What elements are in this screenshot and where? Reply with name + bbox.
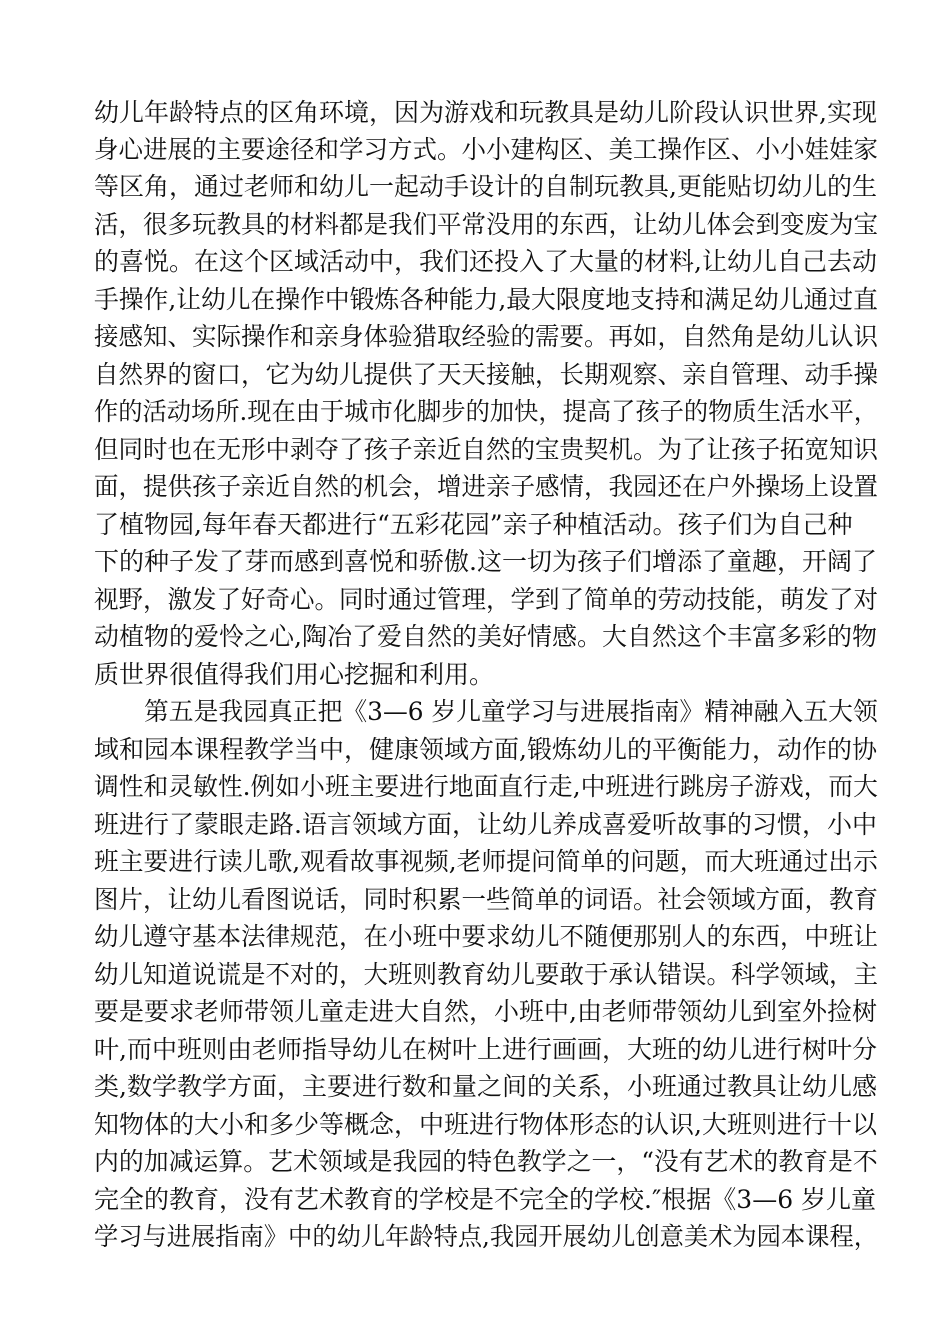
text-line: 图片，让幼儿看图说话，同时积累一些简单的词语。社会领域方面，教育 bbox=[94, 885, 879, 914]
text-line: 要是要求老师带领儿童走进大自然，小班中,由老师带领幼儿到室外捡树 bbox=[94, 997, 877, 1026]
text-line: 活，很多玩教具的材料都是我们平常没用的东西，让幼儿体会到变废为宝 bbox=[94, 210, 879, 239]
text-line: 身心进展的主要途径和学习方式。小小建构区、美工操作区、小小娃娃家 bbox=[94, 135, 879, 164]
text-line: 叶,而中班则由老师指导幼儿在树叶上进行画画，大班的幼儿进行树叶分 bbox=[94, 1035, 877, 1064]
text-line: 班进行了蒙眼走路.语言领域方面，让幼儿养成喜爱听故事的习惯，小中 bbox=[94, 810, 877, 839]
text-line: 班主要进行读儿歌,观看故事视频,老师提问简单的问题，而大班通过出示 bbox=[94, 847, 878, 876]
text-line: 幼儿遵守基本法律规范，在小班中要求幼儿不随便那别人的东西，中班让 bbox=[94, 922, 879, 951]
text-line: 完全的教育，没有艺术教育的学校是不完全的学校.″根据《3—6 岁儿童 bbox=[94, 1185, 877, 1214]
text-line: 手操作,让幼儿在操作中锻炼各种能力,最大限度地支持和满足幼儿通过直 bbox=[94, 285, 878, 314]
text-line: 了植物园,每年春天都进行“五彩花园”亲子种植活动。孩子们为自己种 bbox=[94, 510, 853, 539]
text-line: 下的种子发了芽而感到喜悦和骄傲.这一切为孩子们增添了童趣，开阔了 bbox=[94, 547, 877, 576]
text-line: 视野，激发了好奇心。同时通过管理，学到了简单的劳动技能，萌发了对 bbox=[94, 585, 879, 614]
text-line: 动植物的爱怜之心,陶冶了爱自然的美好情感。大自然这个丰富多彩的物 bbox=[94, 622, 877, 651]
text-line: 内的加减运算。艺术领域是我园的特色教学之一，“没有艺术的教育是不 bbox=[94, 1147, 878, 1176]
text-line: 等区角，通过老师和幼儿一起动手设计的自制玩教具,更能贴切幼儿的生 bbox=[94, 172, 877, 201]
text-line: 自然界的窗口，它为幼儿提供了天天接触，长期观察、亲自管理、动手操 bbox=[94, 360, 879, 389]
text-line: 知物体的大小和多少等概念，中班进行物体形态的认识,大班则进行十以 bbox=[94, 1110, 877, 1139]
text-line: 质世界很值得我们用心挖掘和利用。 bbox=[94, 660, 495, 689]
text-line: 但同时也在无形中剥夺了孩子亲近自然的宝贵契机。为了让孩子拓宽知识 bbox=[94, 435, 879, 464]
text-line: 幼儿年龄特点的区角环境，因为游戏和玩教具是幼儿阶段认识世界,实现 bbox=[94, 98, 877, 127]
text-line: 调性和灵敏性.例如小班主要进行地面直行走,中班进行跳房子游戏，而大 bbox=[94, 772, 878, 801]
text-line: 作的活动场所.现在由于城市化脚步的加快，提高了孩子的物质生活水平， bbox=[94, 397, 878, 426]
text-line: 类,数学教学方面，主要进行数和量之间的关系，小班通过教具让幼儿感 bbox=[94, 1072, 877, 1101]
text-line: 面，提供孩子亲近自然的机会，增进亲子感情，我园还在户外操场上设置 bbox=[94, 472, 879, 501]
text-line: 学习与进展指南》中的幼儿年龄特点,我园开展幼儿创意美术为园本课程， bbox=[94, 1222, 878, 1251]
text-line: 的喜悦。在这个区域活动中，我们还投入了大量的材料,让幼儿自己去动 bbox=[94, 247, 877, 276]
text-line: 第五是我园真正把《3—6 岁儿童学习与进展指南》精神融入五大领 bbox=[144, 697, 878, 726]
text-line: 接感知、实际操作和亲身体验猎取经验的需要。再如，自然角是幼儿认识 bbox=[94, 322, 879, 351]
text-line: 域和园本课程教学当中，健康领域方面,锻炼幼儿的平衡能力，动作的协 bbox=[94, 735, 877, 764]
text-line: 幼儿知道说谎是不对的，大班则教育幼儿要敢于承认错误。科学领域，主 bbox=[94, 960, 879, 989]
